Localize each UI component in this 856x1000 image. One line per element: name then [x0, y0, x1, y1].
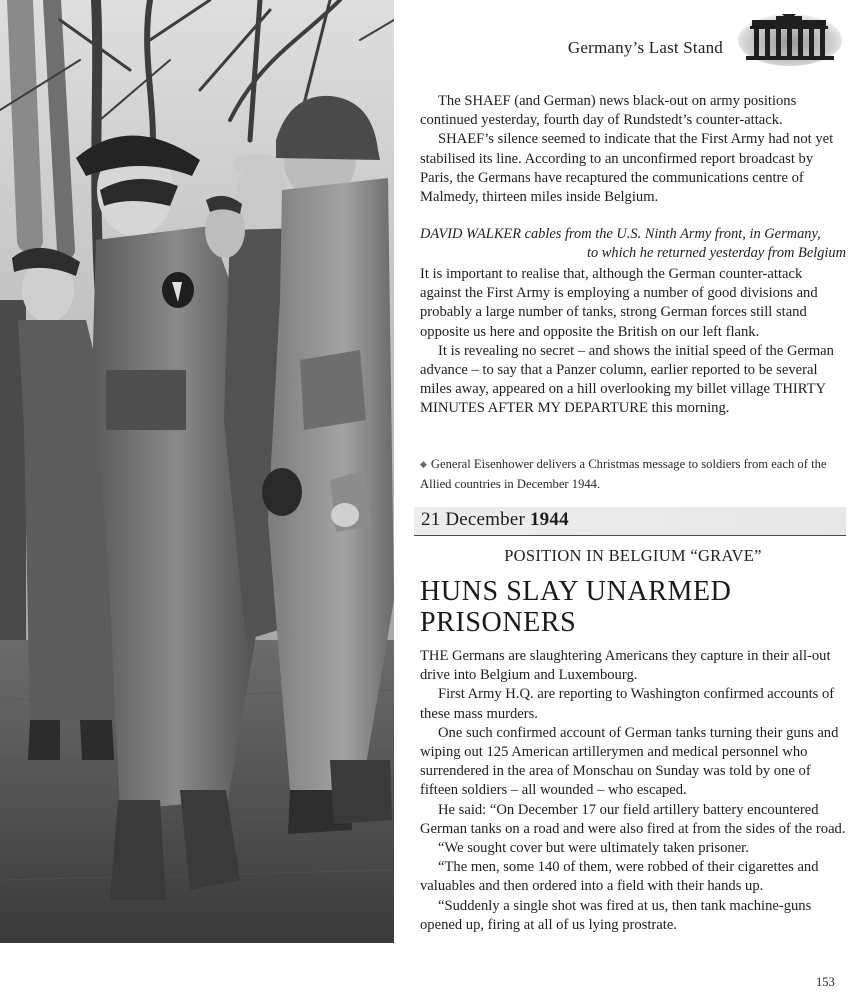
- date-day-month: 21 December: [421, 509, 526, 530]
- walker-paragraph: It is important to realise that, although the German counter-attack against the First Army is employing a number of good divisions and probably a large number of tanks, strong German forces still stand opposite us here and opposite the British on our left flank.: [420, 266, 818, 340]
- story-subhead: POSITION IN BELGIUM “GRAVE”: [504, 546, 762, 565]
- walker-paragraph: It is revealing no secret – and shows the initial speed of the German advance – to say that a Panzer column, earlier reported to be several miles away, appeared on a hill overlooking my billet village THIRTY MINUTES AFTER MY DEPARTURE this morning.: [420, 342, 834, 417]
- dispatch-line-1: DAVID WALKER cables from the U.S. Ninth Army front, in Germany,: [420, 226, 821, 242]
- caption-text: General Eisenhower delivers a Christmas message to soldiers from each of the Allied countries in December 1944.: [420, 457, 827, 491]
- date-year: 1944: [529, 509, 569, 530]
- story-headline: [420, 576, 850, 638]
- intro-section: [420, 92, 846, 207]
- dispatch-line-2: to which he returned yesterday from Belgium: [587, 245, 846, 261]
- story-paragraph: “We sought cover but were ultimately taken prisoner.: [438, 840, 749, 857]
- date-bar: [414, 507, 846, 536]
- dispatch-byline: [420, 225, 846, 263]
- story-paragraph: “The men, some 140 of them, were robbed of their cigarettes and valuables and then ordered into a field with their hands up.: [420, 859, 819, 895]
- walker-report: [420, 265, 846, 419]
- photo-caption: [420, 455, 846, 493]
- brandenburg-gate-icon: [738, 10, 842, 66]
- story-paragraph: He said: “On December 17 our field artillery battery encountered German tanks on a road and were also fired at from the sides of the road.: [420, 801, 846, 837]
- story-body: [420, 647, 846, 935]
- story-paragraph: One such confirmed account of German tanks turning their guns and wiping out 125 American artillerymen and medical personnel who surrendered in the area of Monschau on Sunday was told by one of fifteen soldiers – all wounded – who escaped.: [420, 724, 839, 799]
- date-heading: [421, 509, 569, 531]
- story-paragraph: “Suddenly a single shot was fired at us, then tank machine-guns opened up, firing at all of us lying prostrate.: [420, 897, 812, 933]
- soldiers-photograph: [0, 0, 394, 943]
- story-paragraph: THE Germans are slaughtering Americans they capture in their all-out drive into Belgium and Luxembourg.: [420, 648, 831, 684]
- running-head: Germany’s Last Stand: [567, 38, 723, 57]
- headline-line-1: HUNS SLAY UNARMED: [420, 576, 732, 607]
- intro-paragraph: The SHAEF (and German) news black-out on army positions continued yesterday, fourth day of Rundstedt’s counter-attack.: [420, 93, 797, 129]
- caption-marker-icon: ◆: [420, 459, 427, 469]
- page-number: 153: [816, 975, 835, 989]
- headline-line-2: PRISONERS: [420, 607, 577, 638]
- story-paragraph: First Army H.Q. are reporting to Washington confirmed accounts of these mass murders.: [420, 686, 835, 722]
- intro-paragraph: SHAEF’s silence seemed to indicate that the First Army had not yet stabilised its line. According to an unconfirmed report broadcast by Paris, the Germans have recaptured the communications centre of Malmedy, thirteen miles inside Belgium.: [420, 131, 834, 206]
